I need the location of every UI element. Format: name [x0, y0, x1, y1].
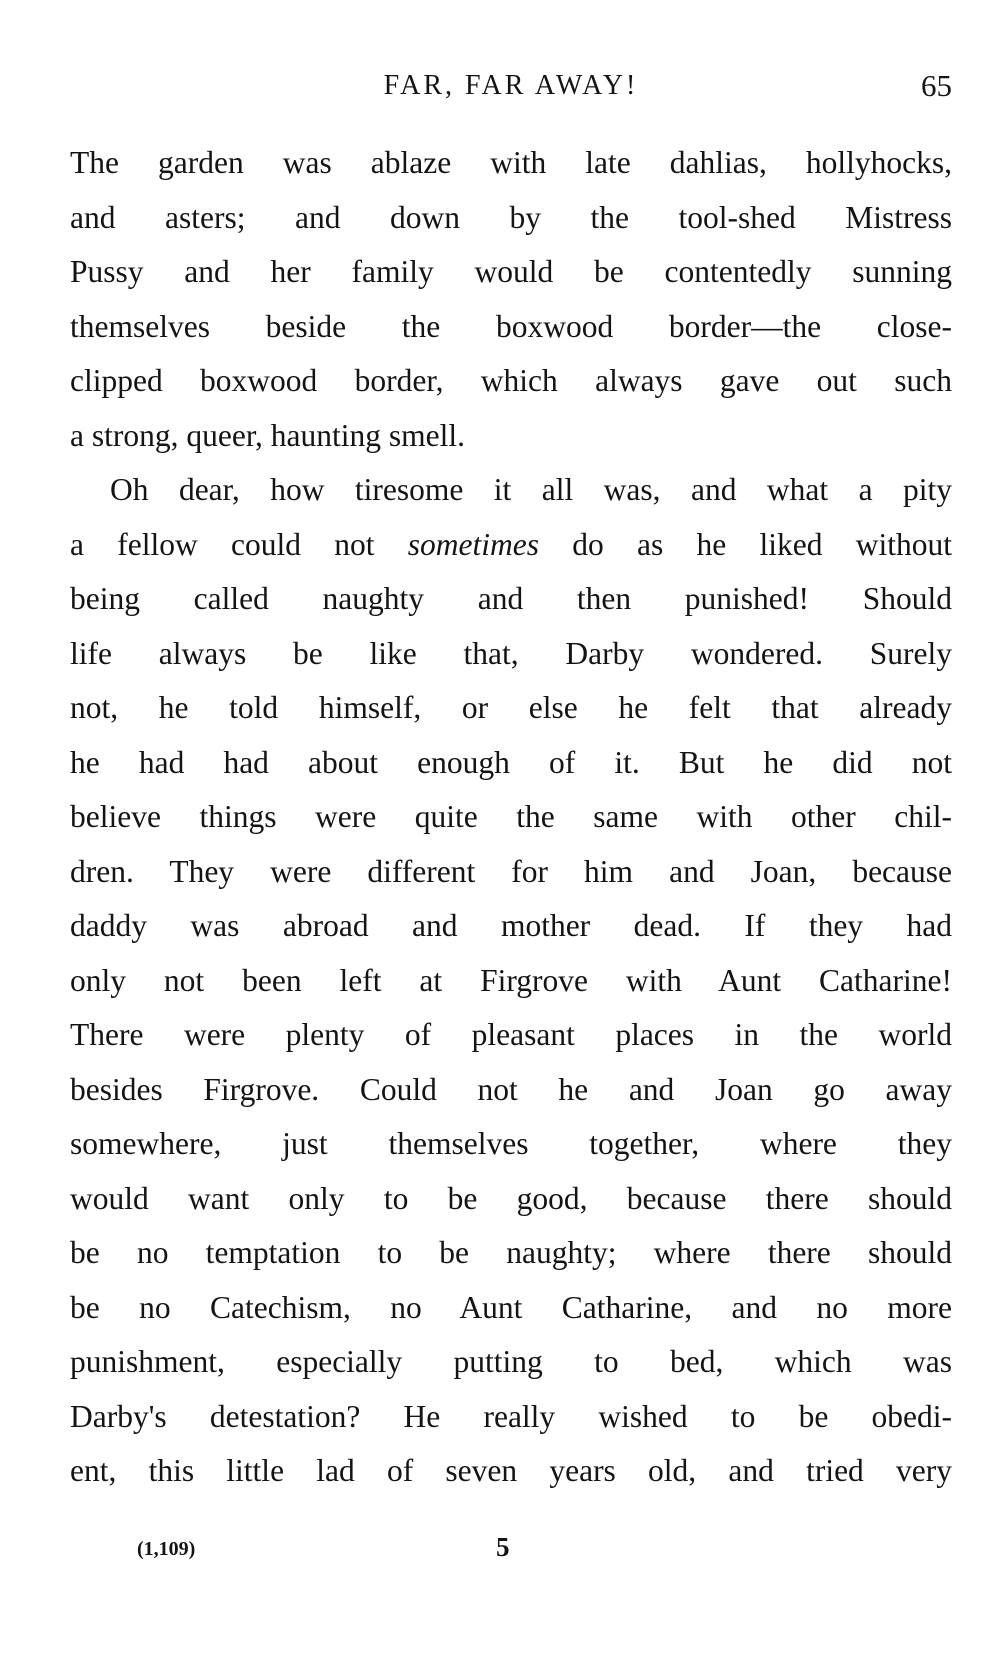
text-line: life always be like that, Darby wondered. Surely	[70, 635, 952, 671]
text-line: daddy was abroad and mother dead. If they had	[70, 908, 952, 943]
text-line: Darby's detestation? He really wished to be obedi-	[70, 1398, 952, 1434]
text-line: not, he told himself, or else he felt that already	[70, 690, 952, 725]
text-line: only not been left at Firgrove with Aunt Catharine!	[70, 962, 952, 998]
sheet-number: 5	[496, 1532, 510, 1562]
body-text	[70, 136, 952, 1499]
text-line: The garden was ablaze with late dahlias, hollyhocks,	[70, 145, 952, 180]
text-line: would want only to be good, because there should	[70, 1180, 952, 1216]
emphasized-word: sometimes	[407, 526, 539, 562]
running-head	[70, 68, 952, 108]
text-line: themselves beside the boxwood border—the close-	[70, 308, 952, 344]
text-line: and asters; and down by the tool-shed Mistress	[70, 199, 952, 235]
text-line-with-emphasis	[70, 518, 952, 573]
text-line: clipped boxwood border, which always gave out such	[70, 363, 952, 398]
text-line: Pussy and her family would be contentedly sunning	[70, 254, 952, 289]
text-line: dren. They were different for him and Joan, because	[70, 853, 952, 889]
text-line: somewhere, just themselves together, where they	[70, 1126, 952, 1161]
text-segment: do as he liked without	[538, 526, 952, 562]
running-title: FAR, FAR AWAY!	[383, 70, 639, 101]
text-line: Oh dear, how tiresome it all was, and what a pity	[110, 472, 952, 507]
paragraph-1	[70, 136, 952, 463]
text-line: be no Catechism, no Aunt Catharine, and no more	[70, 1289, 952, 1325]
paragraph-2	[70, 463, 952, 1499]
text-line: punishment, especially putting to bed, which was	[70, 1344, 952, 1379]
text-line: he had had about enough of it. But he did not	[70, 744, 952, 780]
printer-signature: (1,109)	[137, 1538, 196, 1560]
text-line: a strong, queer, haunting smell.	[70, 417, 466, 453]
text-line: being called naughty and then punished! Should	[70, 581, 952, 616]
text-line: besides Firgrove. Could not he and Joan go away	[70, 1071, 952, 1107]
text-segment: a fellow could not	[70, 526, 408, 562]
text-line: believe things were quite the same with other chil-	[70, 799, 952, 834]
page-number: 65	[921, 68, 952, 103]
text-line: There were plenty of pleasant places in the world	[70, 1017, 952, 1052]
text-line: ent, this little lad of seven years old, and tried very	[70, 1453, 952, 1488]
text-line: be no temptation to be naughty; where there should	[70, 1235, 952, 1270]
